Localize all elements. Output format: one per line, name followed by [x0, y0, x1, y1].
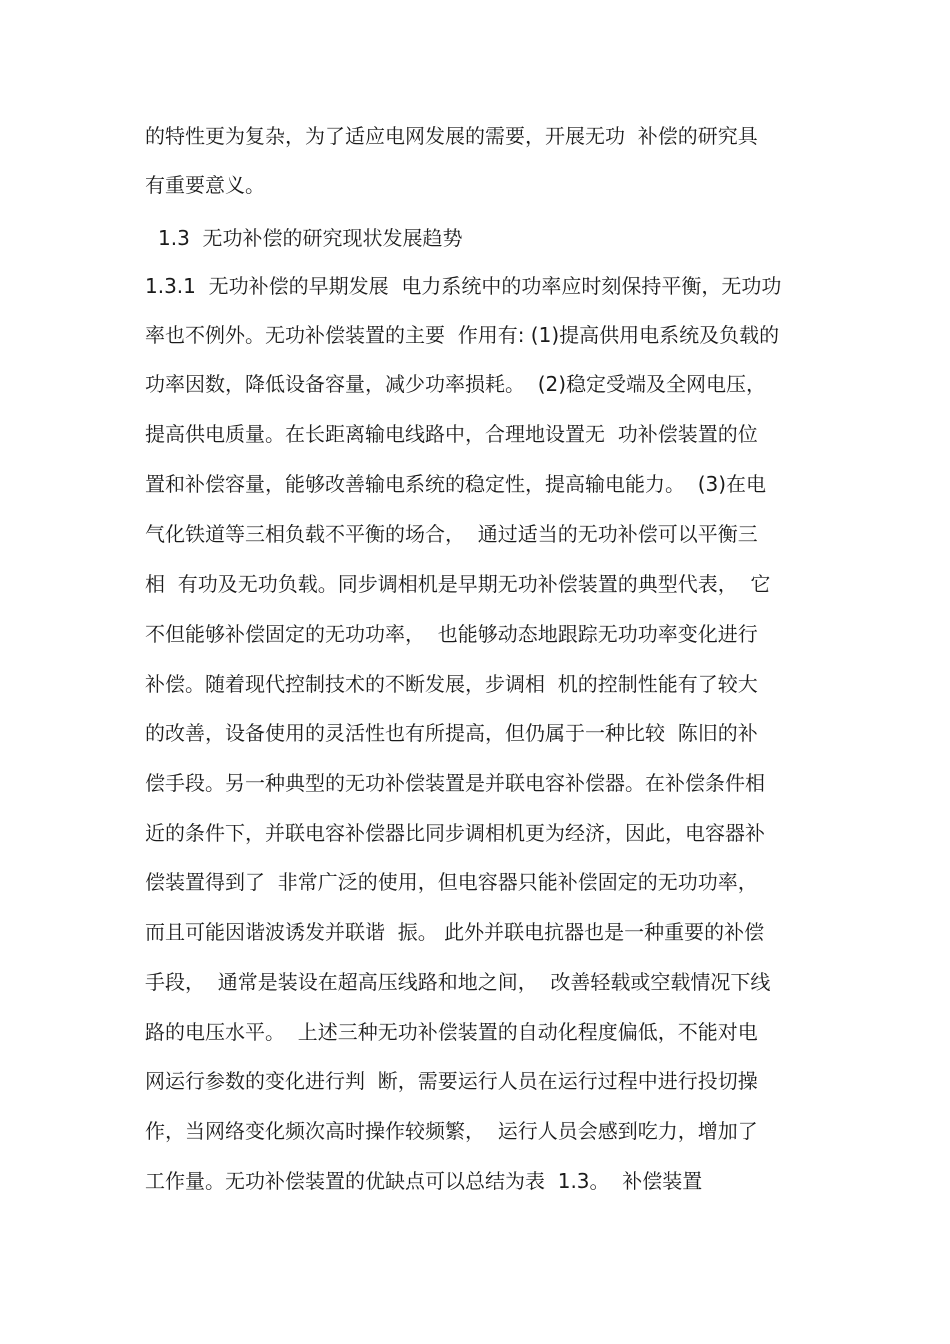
- body-text-line: 功率因数，降低设备容量，减少功率损耗。 (2)稳定受端及全网电压，: [145, 372, 767, 396]
- body-text-line: 偿手段。另一种典型的无功补偿装置是并联电容补偿器。在补偿条件相: [145, 771, 765, 795]
- subsection-heading-line: 1.3.1 无功补偿的早期发展 电力系统中的功率应时刻保持平衡，无功功: [145, 274, 782, 298]
- body-text-line: 而且可能因谐波诱发并联谐 振。 此外并联电抗器也是一种重要的补偿: [145, 920, 765, 944]
- body-text-line: 的特性更为复杂，为了适应电网发展的需要，开展无功 补偿的研究具: [145, 124, 758, 148]
- body-text-line: 偿装置得到了 非常广泛的使用，但电容器只能补偿固定的无功功率，: [145, 870, 758, 894]
- body-text-line: 提高供电质量。在长距离输电线路中，合理地设置无 功补偿装置的位: [145, 422, 758, 446]
- body-text-line: 网运行参数的变化进行判 断，需要运行人员在运行过程中进行投切操: [145, 1069, 758, 1093]
- body-text-line: 作，当网络变化频次高时操作较频繁， 运行人员会感到吃力，增加了: [145, 1119, 758, 1143]
- body-text-line: 工作量。无功补偿装置的优缺点可以总结为表 1.3。 补偿装置: [145, 1169, 703, 1193]
- body-text-line: 置和补偿容量，能够改善输电系统的稳定性，提高输电能力。 (3)在电: [145, 472, 767, 496]
- section-heading: 1.3 无功补偿的研究现状发展趋势: [158, 226, 463, 250]
- body-text-line: 气化铁道等三相负载不平衡的场合， 通过适当的无功补偿可以平衡三: [145, 522, 758, 546]
- body-text-line: 不但能够补偿固定的无功功率， 也能够动态地跟踪无功功率变化进行: [145, 622, 758, 646]
- body-text-line: 手段， 通常是装设在超高压线路和地之间， 改善轻载或空载情况下线: [145, 970, 771, 994]
- body-text-line: 率也不例外。无功补偿装置的主要 作用有: (1)提高供用电系统及负载的: [145, 323, 780, 347]
- body-text-line: 有重要意义。: [145, 173, 265, 197]
- body-text-line: 近的条件下，并联电容补偿器比同步调相机更为经济，因此，电容器补: [145, 821, 765, 845]
- body-text-line: 补偿。随着现代控制技术的不断发展，步调相 机的控制性能有了较大: [145, 672, 758, 696]
- body-text-line: 路的电压水平。 上述三种无功补偿装置的自动化程度偏低，不能对电: [145, 1020, 758, 1044]
- body-text-line: 相 有功及无功负载。同步调相机是早期无功补偿装置的典型代表， 它: [145, 572, 771, 596]
- body-text-line: 的改善，设备使用的灵活性也有所提高，但仍属于一种比较 陈旧的补: [145, 721, 758, 745]
